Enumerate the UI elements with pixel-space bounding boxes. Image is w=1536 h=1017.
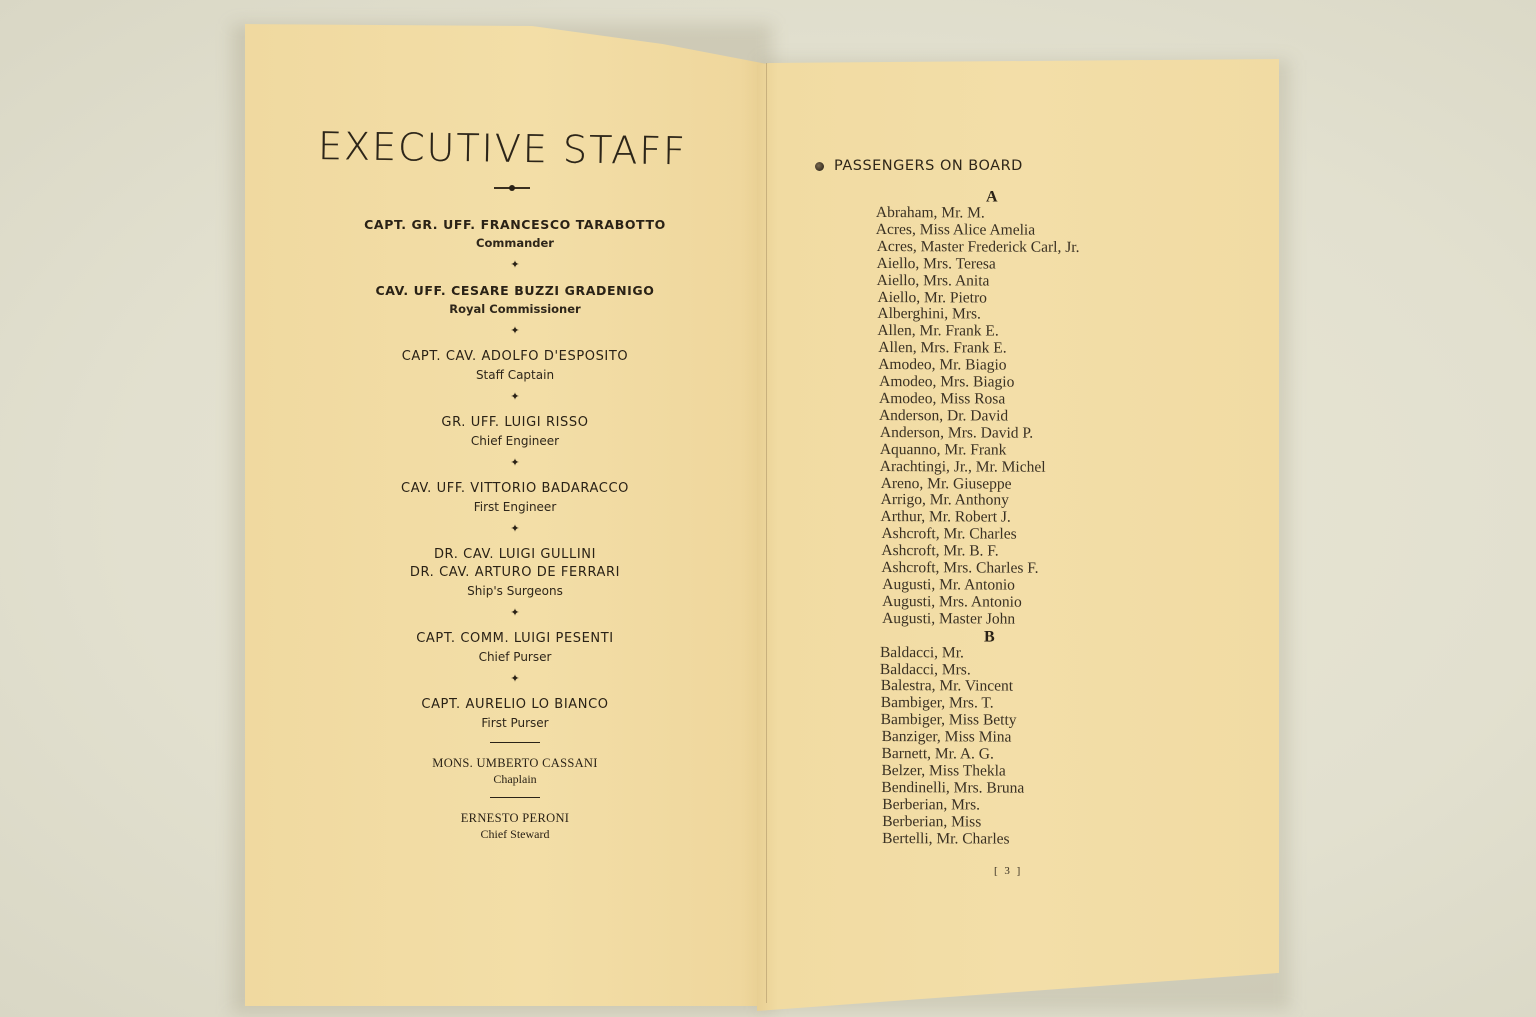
staff-name: CAV. UFF. VITTORIO BADARACCO xyxy=(401,481,629,496)
diamond-divider-icon: ✦ xyxy=(510,522,520,535)
passenger-entry: Ashcroft, Mr. Charles xyxy=(881,525,1017,543)
passenger-entry: Bambiger, Mrs. T. xyxy=(880,694,994,712)
passenger-entry: Arrigo, Mr. Anthony xyxy=(880,491,1009,509)
staff-role: Commander xyxy=(476,236,554,250)
passenger-entry: Acres, Master Frederick Carl, Jr. xyxy=(876,237,1080,256)
passenger-entry: Allen, Mr. Frank E. xyxy=(877,322,999,340)
passenger-entry: Balestra, Mr. Vincent xyxy=(880,677,1014,696)
staff-role: Chaplain xyxy=(493,772,537,786)
staff-role: Chief Engineer xyxy=(470,434,560,448)
passenger-entry: Aiello, Mr. Pietro xyxy=(877,288,987,307)
diamond-divider-icon: ✦ xyxy=(510,672,520,685)
diamond-divider-icon: ✦ xyxy=(510,456,520,469)
passenger-entry: Allen, Mrs. Frank E. xyxy=(878,339,1007,357)
passenger-entry: Aiello, Mrs. Teresa xyxy=(876,254,996,273)
staff-entry xyxy=(335,546,695,600)
passenger-entry: Alberghini, Mrs. xyxy=(877,305,981,323)
passenger-list xyxy=(873,188,1176,849)
staff-role: Ship's Surgeons xyxy=(467,584,563,598)
diamond-divider-icon: ✦ xyxy=(510,324,520,337)
passenger-entry: Aiello, Mrs. Anita xyxy=(876,271,990,290)
staff-role: Royal Commissioner xyxy=(449,302,581,316)
passenger-group-b xyxy=(873,645,1174,849)
passenger-entry: Amodeo, Miss Rosa xyxy=(879,389,1006,408)
staff-role: Staff Captain xyxy=(475,368,555,382)
passenger-entry: Amodeo, Mr. Biagio xyxy=(878,356,1007,374)
title-divider-dot-icon xyxy=(509,185,515,191)
passenger-entry: Bambiger, Miss Betty xyxy=(880,711,1017,729)
staff-name: CAPT. CAV. ADOLFO D'ESPOSITO xyxy=(401,349,629,364)
passenger-entry: Ashcroft, Mr. B. F. xyxy=(881,542,999,560)
passenger-entry: Augusti, Mrs. Antonio xyxy=(882,592,1022,611)
staff-entry xyxy=(335,414,695,450)
passenger-entry: Augusti, Mr. Antonio xyxy=(882,575,1015,594)
staff-name: CAPT. COMM. LUIGI PESENTI xyxy=(416,631,614,646)
staff-name: ERNESTO PERONI xyxy=(460,811,570,825)
passenger-entry: Banziger, Miss Mina xyxy=(881,728,1012,746)
staff-entry xyxy=(335,216,695,252)
staff-entry xyxy=(335,810,695,842)
passenger-entry: Berberian, Mrs. xyxy=(882,795,981,814)
passenger-entry: Ashcroft, Mrs. Charles F. xyxy=(881,559,1039,577)
passenger-entry: Augusti, Master John xyxy=(882,609,1016,628)
passenger-entry: Areno, Mr. Giuseppe xyxy=(880,474,1012,493)
staff-role: Chief Steward xyxy=(480,827,550,841)
passenger-entry: Baldacci, Mr. xyxy=(879,643,964,662)
passenger-entry: Baldacci, Mrs. xyxy=(879,660,971,678)
staff-entry xyxy=(335,696,695,732)
passenger-entry: Acres, Miss Alice Amelia xyxy=(875,220,1036,239)
diamond-divider-icon: ✦ xyxy=(510,390,520,403)
staff-entry xyxy=(335,630,695,666)
staff-name: GR. UFF. LUIGI RISSO xyxy=(441,415,589,430)
passenger-entry: Barnett, Mr. A. G. xyxy=(881,745,994,763)
staff-entry xyxy=(335,480,695,516)
diamond-divider-icon: ✦ xyxy=(510,258,520,271)
horizontal-rule xyxy=(490,742,540,743)
passenger-entry: Berberian, Miss xyxy=(882,812,982,831)
passenger-entry: Abraham, Mr. M. xyxy=(875,203,985,222)
passenger-entry: Belzer, Miss Thekla xyxy=(881,762,1006,780)
staff-role: First Purser xyxy=(481,716,549,730)
staff-name: CAV. UFF. CESARE BUZZI GRADENIGO xyxy=(375,283,655,298)
staff-entry xyxy=(335,348,695,384)
passenger-group-a xyxy=(874,205,1176,629)
passenger-entry: Anderson, Dr. David xyxy=(878,406,1009,425)
staff-name: DR. CAV. LUIGI GULLINI xyxy=(433,547,597,562)
staff-name-second: DR. CAV. ARTURO DE FERRARI xyxy=(409,565,621,580)
passenger-entry: Aquanno, Mr. Frank xyxy=(879,440,1007,459)
passenger-entry: Arthur, Mr. Robert J. xyxy=(880,508,1011,526)
page-number: [ 3 ] xyxy=(994,865,1023,877)
horizontal-rule xyxy=(490,797,540,798)
letter-heading-a: A xyxy=(985,188,998,206)
bullet-icon xyxy=(815,162,824,171)
staff-entry xyxy=(335,755,695,787)
passenger-entry: Arachtingi, Jr., Mr. Michel xyxy=(879,457,1046,476)
passenger-entry: Anderson, Mrs. David P. xyxy=(879,423,1034,442)
page-title: EXECUTIVE STAFF xyxy=(317,124,688,174)
staff-entry xyxy=(335,282,695,318)
staff-list xyxy=(335,216,695,842)
book-gutter xyxy=(766,63,767,1003)
diamond-divider-icon: ✦ xyxy=(510,606,520,619)
staff-name: MONS. UMBERTO CASSANI xyxy=(432,756,598,770)
staff-name: CAPT. GR. UFF. FRANCESCO TARABOTTO xyxy=(364,217,666,232)
passenger-entry: Amodeo, Mrs. Biagio xyxy=(879,373,1015,391)
passenger-entry: Bertelli, Mr. Charles xyxy=(882,829,1010,848)
staff-name: CAPT. AURELIO LO BIANCO xyxy=(421,697,609,712)
passengers-header-label: PASSENGERS ON BOARD xyxy=(834,158,1023,174)
letter-heading-b: B xyxy=(984,628,995,646)
passengers-header xyxy=(815,158,1023,174)
staff-role: Chief Purser xyxy=(478,650,552,664)
staff-role: First Engineer xyxy=(473,500,557,514)
passenger-entry: Bendinelli, Mrs. Bruna xyxy=(881,778,1025,797)
